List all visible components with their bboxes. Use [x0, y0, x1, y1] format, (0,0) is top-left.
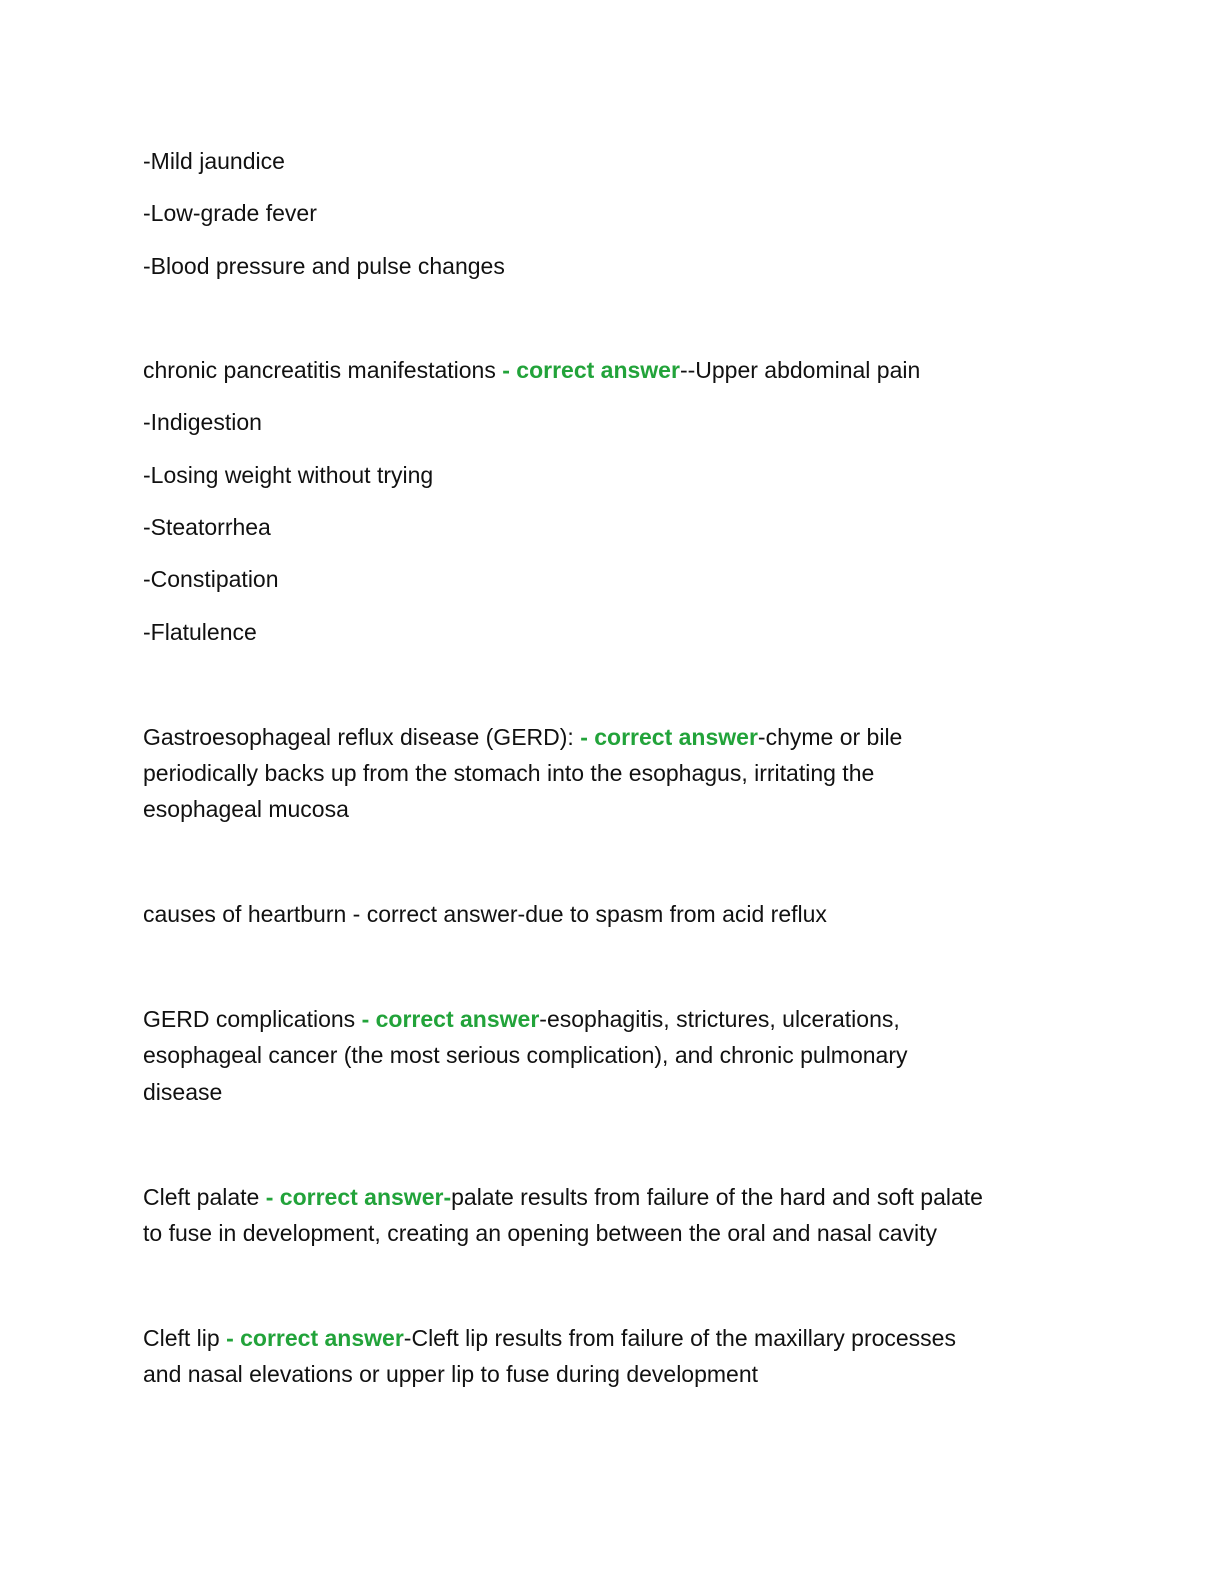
correct-answer-marker: - correct answer-	[265, 1184, 452, 1210]
qa-term: Cleft lip	[143, 1325, 227, 1351]
list-item: -Mild jaundice	[143, 148, 285, 174]
list-item: -Steatorrhea	[143, 514, 271, 540]
list-item: -Constipation	[143, 566, 279, 592]
qa-gerd-complications	[143, 1001, 900, 1037]
qa-answer: -chyme or bile	[757, 724, 903, 750]
correct-answer-marker: - correct answer	[226, 1325, 404, 1351]
qa-answer: palate results from failure of the hard and soft palate	[451, 1184, 983, 1210]
qa-cleft-lip	[143, 1320, 956, 1356]
qa-answer-line: to fuse in development, creating an opening between the oral and nasal cavity	[143, 1220, 938, 1246]
list-item: -Flatulence	[143, 619, 257, 645]
qa-heartburn: causes of heartburn - correct answer-due to spasm from acid reflux	[143, 901, 827, 927]
qa-answer-line: disease	[143, 1079, 223, 1105]
qa-answer: --Upper abdominal pain	[679, 357, 921, 383]
list-item: -Losing weight without trying	[143, 462, 434, 488]
qa-answer: -Cleft lip results from failure of the maxillary processes	[403, 1325, 956, 1351]
correct-answer-marker: - correct answer	[580, 724, 758, 750]
qa-term: Gastroesophageal reflux disease (GERD):	[143, 724, 581, 750]
qa-chronic-pancreatitis	[143, 352, 920, 388]
correct-answer-marker: - correct answer	[361, 1006, 540, 1032]
qa-answer-line: esophageal cancer (the most serious complication), and chronic pulmonary	[143, 1042, 908, 1068]
qa-term: GERD complications	[143, 1006, 362, 1032]
qa-cleft-palate	[143, 1179, 983, 1215]
list-item: -Indigestion	[143, 409, 262, 435]
qa-answer-line: periodically backs up from the stomach into the esophagus, irritating the	[143, 760, 875, 786]
qa-term: Cleft palate	[143, 1184, 266, 1210]
qa-answer-line: and nasal elevations or upper lip to fuse during development	[143, 1361, 759, 1387]
correct-answer-marker: - correct answer	[502, 357, 680, 383]
list-item: -Blood pressure and pulse changes	[143, 253, 505, 279]
qa-answer: -esophagitis, strictures, ulcerations,	[539, 1006, 900, 1032]
list-item: -Low-grade fever	[143, 200, 317, 226]
qa-gerd	[143, 719, 902, 755]
qa-answer-line: esophageal mucosa	[143, 796, 349, 822]
qa-term: chronic pancreatitis manifestations	[143, 357, 503, 383]
